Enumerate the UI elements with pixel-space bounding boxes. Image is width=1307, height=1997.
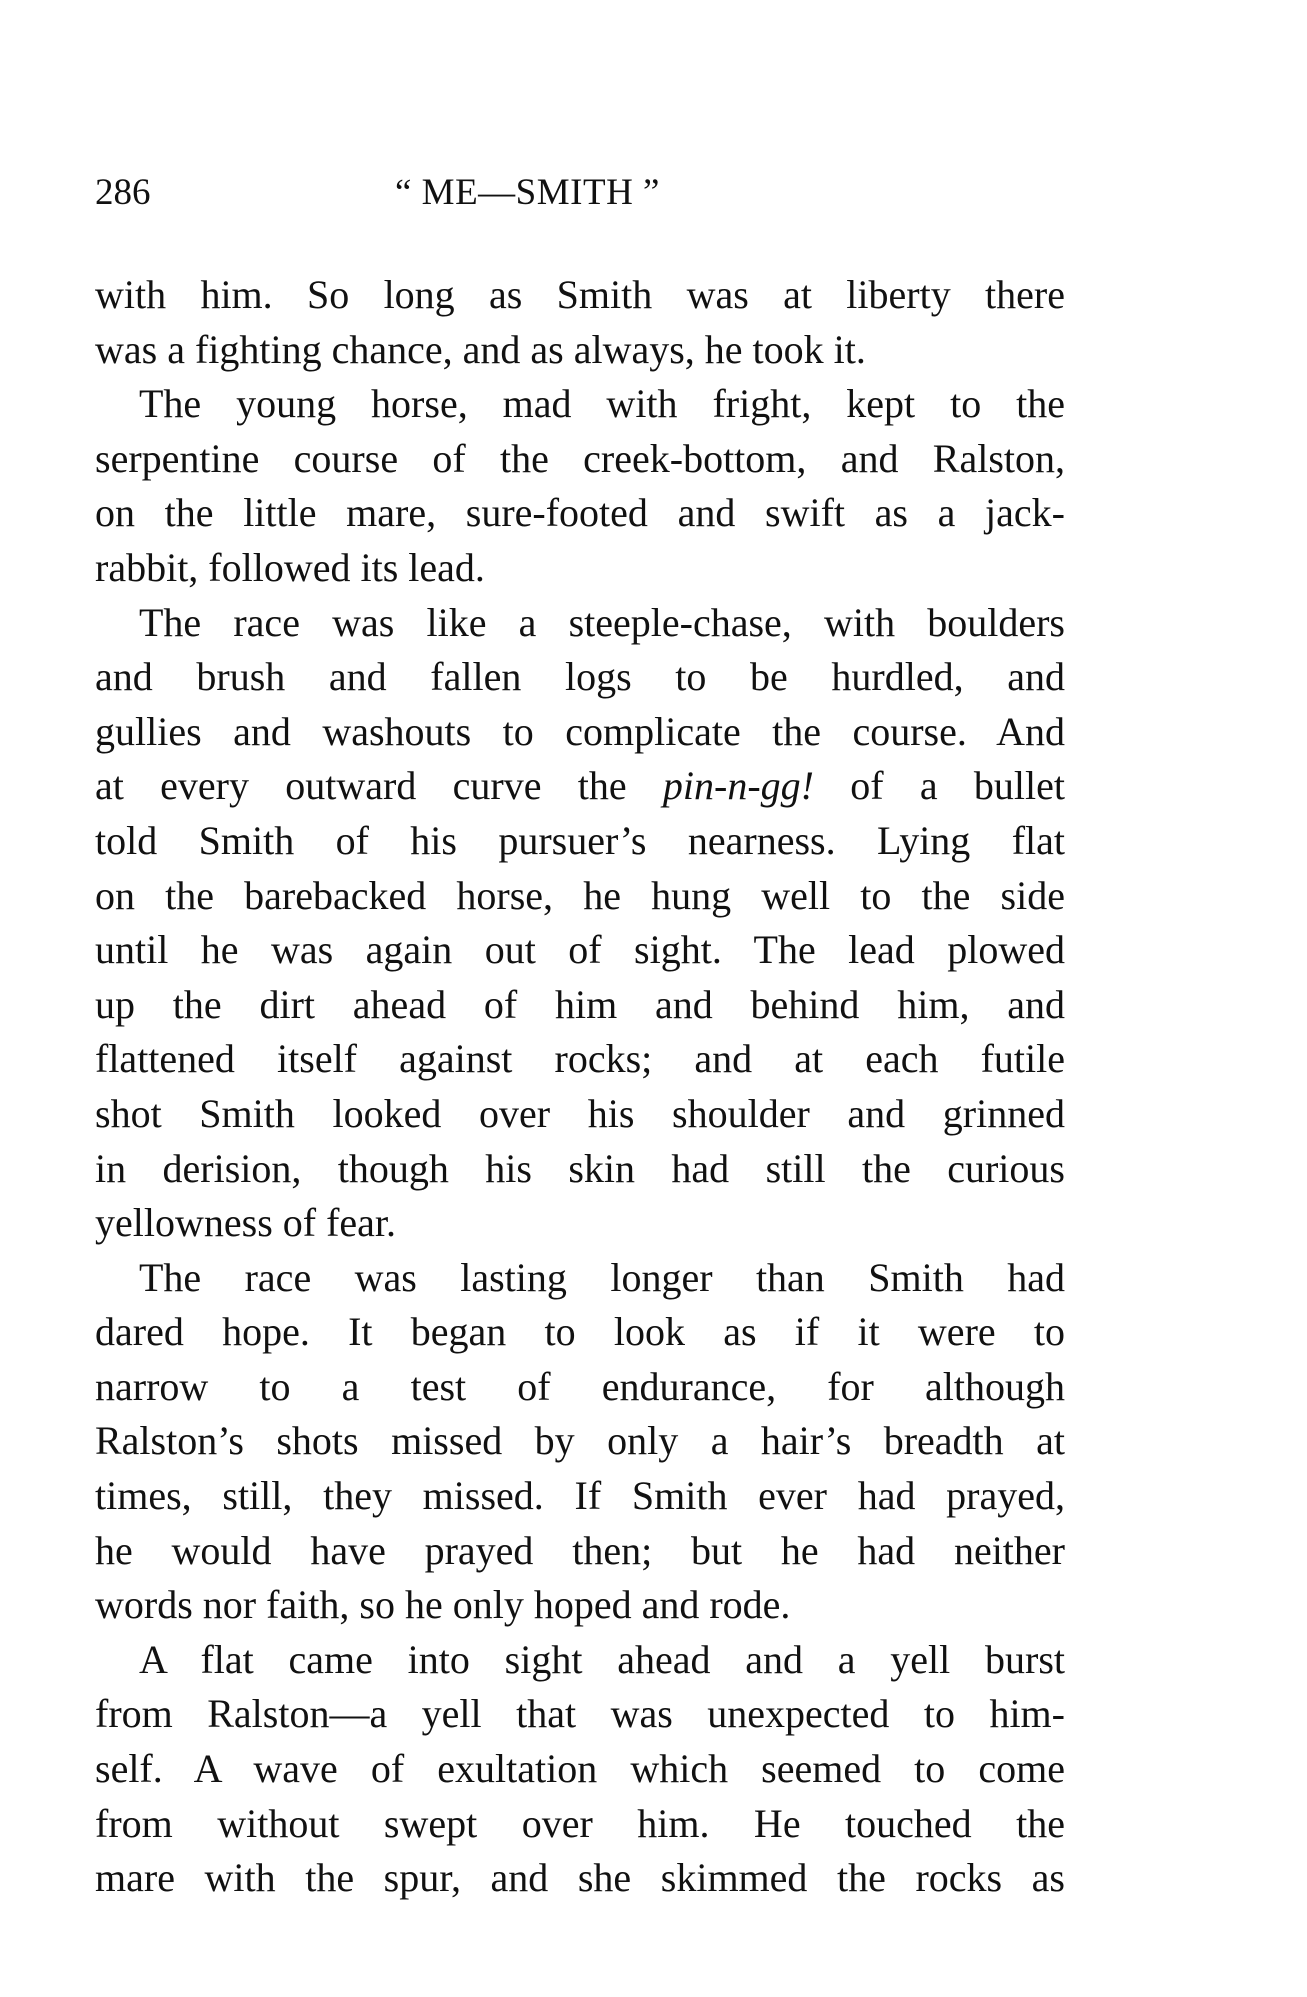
text-line: narrow to a test of endurance, for although	[95, 1363, 1065, 1409]
text-line: shot Smith looked over his shoulder and grinned	[95, 1090, 1065, 1136]
text-line: on the barebacked horse, he hung well to the side	[95, 872, 1065, 918]
text-line: and brush and fallen logs to be hurdled, and	[95, 654, 1065, 700]
body-text	[95, 268, 1065, 1906]
text-line: yellowness of fear.	[95, 1200, 397, 1246]
paragraph	[95, 1251, 1065, 1633]
text-line: dared hope. It began to look as if it were to	[95, 1309, 1065, 1355]
text-line: told Smith of his pursuer’s nearness. Lying flat	[95, 817, 1065, 863]
text-line: in derision, though his skin had still the curious	[95, 1145, 1065, 1191]
paragraph	[95, 1633, 1065, 1906]
text-line: on the little mare, sure-footed and swift as a jack-	[95, 490, 1065, 536]
text-line: rabbit, followed its lead.	[95, 544, 485, 590]
text-line: from without swept over him. He touched the	[95, 1800, 1065, 1846]
text-line: The young horse, mad with fright, kept to the	[139, 381, 1065, 427]
text-line: he would have prayed then; but he had neither	[95, 1527, 1065, 1573]
text-line: at every outward curve the pin-n-gg! of a bullet	[95, 763, 1065, 809]
text-line: gullies and washouts to complicate the course. And	[95, 708, 1065, 754]
paragraph	[95, 377, 1065, 595]
text-line: with him. So long as Smith was at liberty there	[95, 272, 1065, 317]
text-line: times, still, they missed. If Smith ever had prayed,	[95, 1473, 1065, 1519]
paragraph	[95, 268, 1065, 377]
text-line: The race was lasting longer than Smith had	[139, 1254, 1065, 1300]
italic-phrase: pin-n-gg!	[662, 763, 814, 809]
text-line: from Ralston—a yell that was unexpected to him-	[95, 1691, 1065, 1737]
page-header	[95, 168, 1060, 218]
text-line: The race was like a steeple-chase, with boulders	[139, 599, 1065, 645]
text-line: mare with the spur, and she skimmed the rocks as	[95, 1855, 1065, 1901]
text-line: self. A wave of exultation which seemed to come	[95, 1746, 1065, 1792]
paragraph	[95, 596, 1065, 1251]
running-head: “ ME—SMITH ”	[395, 172, 660, 213]
text-line: serpentine course of the creek-bottom, and Ralston,	[95, 435, 1065, 481]
text-line: A flat came into sight ahead and a yell burst	[139, 1636, 1065, 1682]
text-line: up the dirt ahead of him and behind him, and	[95, 981, 1065, 1027]
page-number: 286	[95, 172, 151, 213]
text-line: was a fighting chance, and as always, he took it.	[95, 326, 866, 372]
text-line: until he was again out of sight. The lead plowed	[95, 927, 1065, 973]
text-line: Ralston’s shots missed by only a hair’s breadth at	[95, 1418, 1065, 1464]
text-line: flattened itself against rocks; and at each futile	[95, 1036, 1065, 1082]
text-line: words nor faith, so he only hoped and rode.	[95, 1582, 791, 1628]
